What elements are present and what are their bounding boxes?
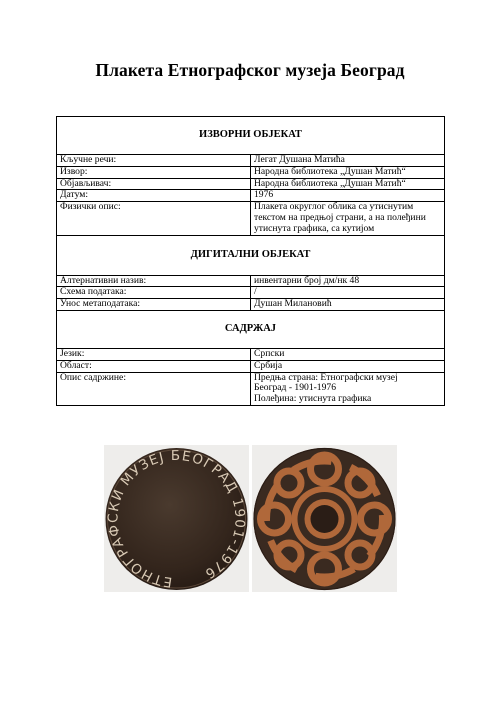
row-label: Унос метаподатака: bbox=[57, 299, 251, 311]
medal-back-image bbox=[252, 445, 397, 592]
row-value: Србија bbox=[251, 360, 445, 372]
row-value: / bbox=[251, 287, 445, 299]
medal-photos bbox=[104, 445, 397, 592]
table-row bbox=[57, 299, 445, 311]
table-row bbox=[57, 202, 445, 235]
row-label: Кључне речи: bbox=[57, 155, 251, 167]
row-value: Душан Милановић bbox=[251, 299, 445, 311]
row-value: Народна библиотека „Душан Матић“ bbox=[251, 166, 445, 178]
row-value: 1976 bbox=[251, 190, 445, 202]
section-title-digital: ДИГИТАЛНИ ОБЈЕКАТ bbox=[57, 235, 445, 275]
table-row bbox=[57, 360, 445, 372]
medal-front-image bbox=[104, 445, 249, 592]
table-row bbox=[57, 275, 445, 287]
row-value: Легат Душана Матића bbox=[251, 155, 445, 167]
row-label: Датум: bbox=[57, 190, 251, 202]
row-value: Плакета округлог облика са утиснутим текстом на предњој страни, а на полеђини утиснута графика, са кутијом bbox=[251, 202, 445, 235]
section-header-digital bbox=[57, 235, 445, 275]
row-label: Језик: bbox=[57, 348, 251, 360]
table-row bbox=[57, 178, 445, 190]
row-label: Објављивач: bbox=[57, 178, 251, 190]
medal-front-inscription: ЕТНОГРАФСКИ МУЗЕЈ БЕОГРАД 1901-1976 bbox=[105, 447, 248, 590]
row-value: Српски bbox=[251, 348, 445, 360]
table-row bbox=[57, 348, 445, 360]
row-value: инвентарни број дм/нк 48 bbox=[251, 275, 445, 287]
row-label: Физички опис: bbox=[57, 202, 251, 235]
section-header-source bbox=[57, 117, 445, 155]
row-label: Алтернативни назив: bbox=[57, 275, 251, 287]
row-label: Извор: bbox=[57, 166, 251, 178]
value-line: Полеђина: утиснута графика bbox=[254, 393, 372, 405]
medal-front-photo bbox=[104, 445, 249, 592]
value-line: Београд - 1901-1976 bbox=[254, 382, 336, 394]
row-value bbox=[251, 372, 445, 405]
page-title: Плакета Етнографског музеја Београд bbox=[95, 60, 405, 80]
table-row bbox=[57, 287, 445, 299]
table-row bbox=[57, 166, 445, 178]
table-row bbox=[57, 190, 445, 202]
medal-back-center bbox=[311, 505, 339, 533]
section-header-content bbox=[57, 310, 445, 348]
table-row bbox=[57, 155, 445, 167]
row-value: Народна библиотека „Душан Матић“ bbox=[251, 178, 445, 190]
section-title-source: ИЗВОРНИ ОБЈЕКАТ bbox=[57, 117, 445, 155]
section-title-content: САДРЖАЈ bbox=[57, 310, 445, 348]
value-line: Предња страна: Етнографски музеј bbox=[254, 371, 398, 383]
medal-back-photo bbox=[252, 445, 397, 592]
row-label: Област: bbox=[57, 360, 251, 372]
table-row bbox=[57, 372, 445, 405]
row-label: Опис садржине: bbox=[57, 372, 251, 405]
row-label: Схема података: bbox=[57, 287, 251, 299]
metadata-table bbox=[56, 116, 445, 406]
